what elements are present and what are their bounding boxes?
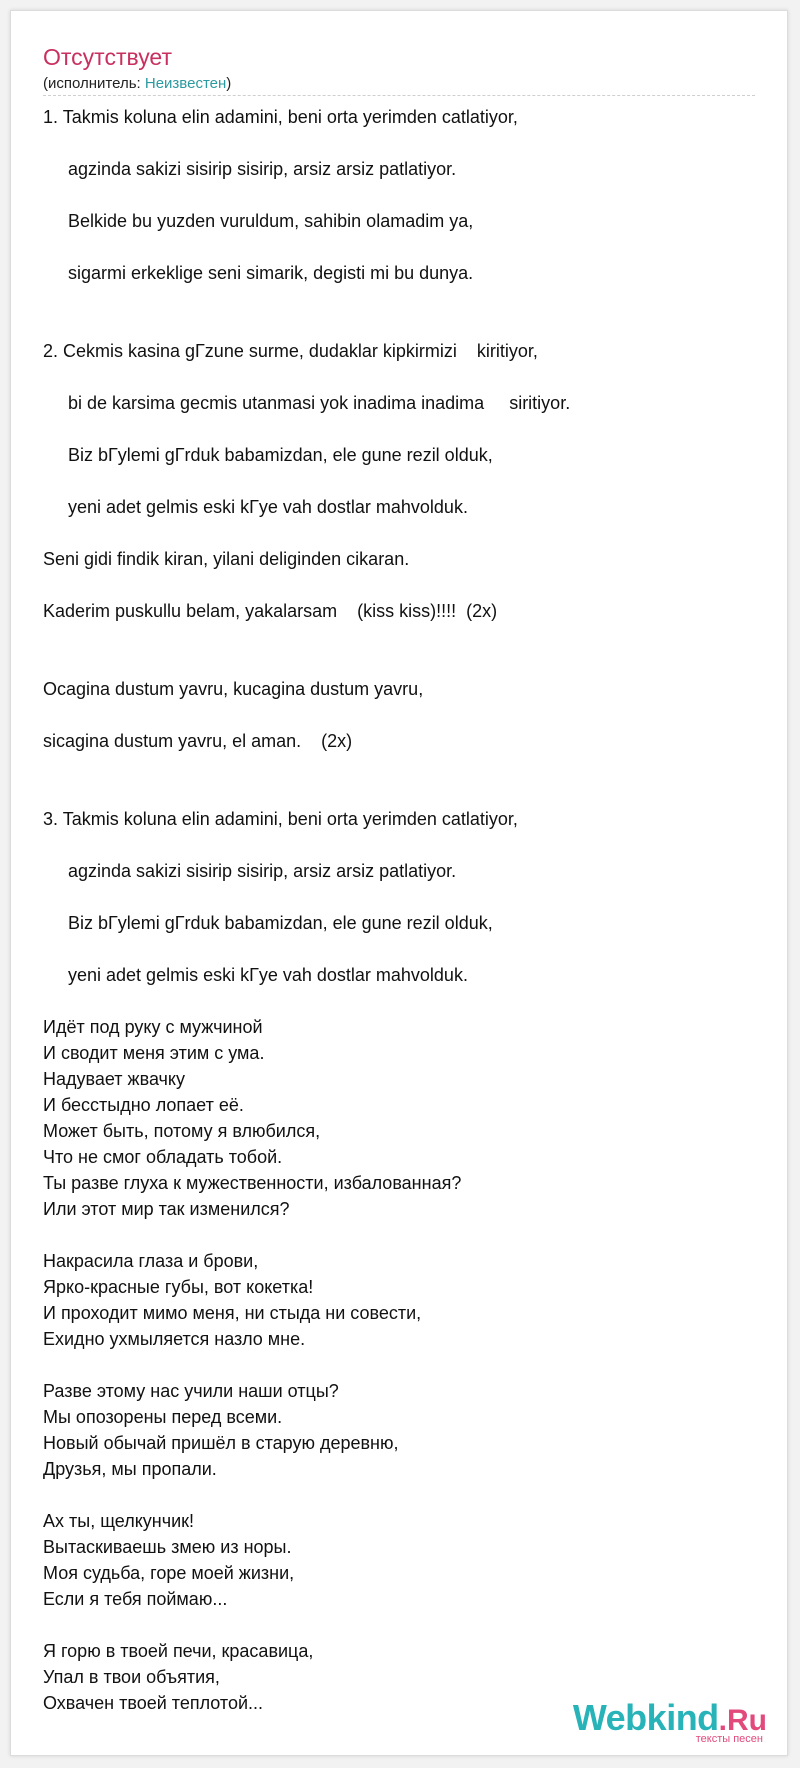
artist-link[interactable]: Неизвестен xyxy=(144,75,227,92)
byline-suffix: ) xyxy=(226,75,232,92)
lyrics-text: 1. Takmis koluna elin adamini, beni orta yerimden catlatiyor, agzinda sakizi sisirip sisirip, arsiz arsiz patlatiyor. Belkide bu yuzden vuruldum, sahibin olamadim ya, sigarmi erkeklige seni simarik, degisti mi bu dunya. 2. Cekmis kasina gГzune surme, dudaklar kipkirmizi kiritiyor, bi de karsima gecmis utanmasi yok inadima inadima siritiyor. Biz bГylemi gГrduk babamizdan, ele gune rezil olduk, yeni adet gelmis eski kГye vah dostlar mahvolduk. Seni gidi findik kiran, yilani deliginden cikaran. Kaderim puskullu belam, yakalarsam (kiss kiss)!!!! (2x) Ocagina dustum yavru, kucagina dustum yavru, sicagina dustum yavru, el aman. (2x) 3. Takmis koluna elin adamini, beni orta yerimden catlatiyor, agzinda sakizi sisirip sisirip, arsiz arsiz patlatiyor. Biz bГylemi gГrduk babamizdan, ele gune rezil olduk, yeni adet gelmis eski kГye vah dostlar mahvolduk. Идёт под руку с мужчиной И сводит меня этим с ума. Надувает жвачку И бесстыдно лопает её. Может быть, потому я влюбился, Что не смог обладать тобой. Ты разве глуха к мужественности, избалованная? Или этот мир так изменился? Накрасила глаза и брови, Ярко-красные губы, вот кокетка! И проходит мимо меня, ни стыда ни совести, Ехидно ухмыляется назло мне. Разве этому нас учили наши отцы? Мы опозорены перед всеми. Новый обычай пришёл в старую деревню, Друзья, мы пропали. Ах ты, щелкунчик! Вытаскиваешь змею из норы. Моя судьба, горе моей жизни, Если я тебя поймаю... Я горю в твоей печи, красавица, Упал в твои объятия, Охвачен твоей теплотой... xyxy=(43,107,571,1713)
logo-brand: Webkind xyxy=(572,1697,719,1738)
logo-tagline: тексты песен xyxy=(695,1733,763,1745)
site-logo[interactable] xyxy=(573,1697,767,1745)
lyrics-page xyxy=(10,10,788,1756)
song-title: Отсутствует xyxy=(43,44,172,70)
byline-prefix: (исполнитель: xyxy=(43,75,145,92)
logo-tld: .Ru xyxy=(718,1704,767,1737)
header-divider xyxy=(43,95,755,96)
artist-byline xyxy=(43,75,231,92)
